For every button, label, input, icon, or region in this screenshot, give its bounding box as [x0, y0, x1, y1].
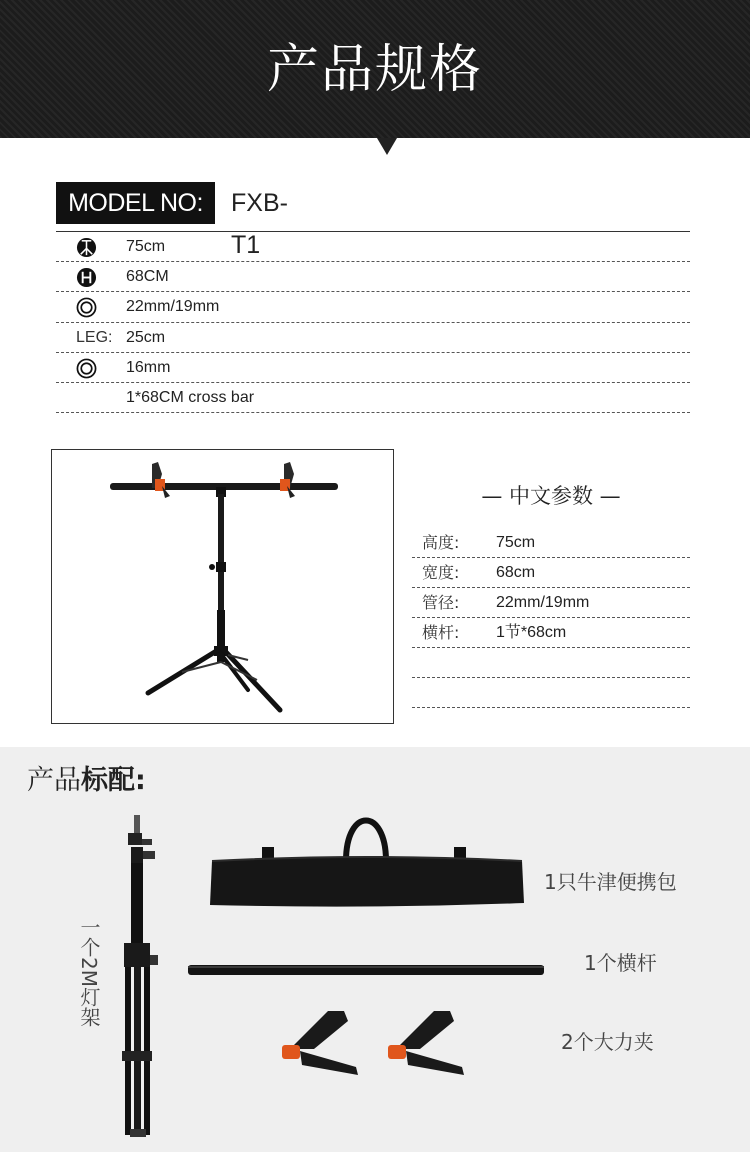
header-pointer [377, 138, 397, 155]
cn-row [412, 618, 690, 648]
cn-row [412, 678, 690, 708]
spec-value: 16mm [126, 358, 171, 376]
accessory-clamps-label: 2个大力夹 [561, 1030, 654, 1054]
spec-row-leg [56, 323, 690, 353]
cn-label: 高度: [422, 533, 460, 552]
page-header [0, 0, 750, 138]
cn-label: 横杆: [422, 623, 460, 642]
height-icon [76, 237, 97, 258]
spec-row-width [56, 262, 690, 292]
tube-diameter-icon [76, 297, 97, 318]
light-stand-image [110, 807, 170, 1142]
clamp-icon [280, 462, 295, 498]
spec-row-height [56, 232, 690, 262]
cn-label: 管径: [422, 593, 460, 612]
spec-list [56, 232, 690, 413]
cn-row [412, 528, 690, 558]
model-value: FXB-T1 [231, 189, 288, 259]
accessories-title-prefix: 产品 [27, 765, 81, 796]
spec-row-crossbar [56, 383, 690, 413]
cn-label: 宽度: [422, 563, 460, 582]
page-title: 产品规格 [266, 40, 483, 100]
cn-row [412, 588, 690, 618]
cn-row [412, 648, 690, 678]
cn-params-list [412, 528, 690, 708]
cn-row [412, 558, 690, 588]
accessory-bag-label: 1只牛津便携包 [544, 870, 677, 894]
model-label: MODEL NO: [56, 182, 215, 224]
accessory-crossbar-label: 1个横杆 [584, 951, 657, 975]
spec-value: 1*68CM cross bar [126, 388, 255, 406]
cn-value: 22mm/19mm [496, 594, 590, 611]
accessories-title [27, 763, 146, 799]
accessories-title-bold: 标配: [81, 765, 146, 796]
width-icon [76, 267, 97, 288]
leg-label: LEG: [76, 328, 113, 346]
spec-row-tube [56, 292, 690, 322]
cn-value: 75cm [496, 534, 536, 551]
spec-value: 68CM [126, 268, 169, 286]
clamp-icon [152, 462, 170, 498]
carry-bag-image [208, 809, 528, 909]
cn-params-title: — 中文参数 — [481, 484, 621, 508]
crossbar-image [186, 961, 546, 979]
cn-value: 68cm [496, 564, 536, 581]
spec-row-tube-small [56, 353, 690, 383]
t-stand-illustration [52, 450, 393, 723]
clamp-icon [388, 1011, 464, 1075]
clamp-icon [282, 1011, 358, 1075]
clamps-image [278, 1005, 478, 1080]
spec-value: 22mm/19mm [126, 298, 220, 316]
spec-value: 25cm [126, 328, 166, 346]
accessory-stand-label: 一个2M灯架 [77, 917, 101, 1027]
spec-value: 75cm [126, 238, 166, 255]
tube-diameter-icon [76, 358, 97, 379]
accessories-section [0, 747, 750, 1152]
cn-value: 1节*68cm [496, 624, 567, 641]
product-image [51, 449, 394, 724]
